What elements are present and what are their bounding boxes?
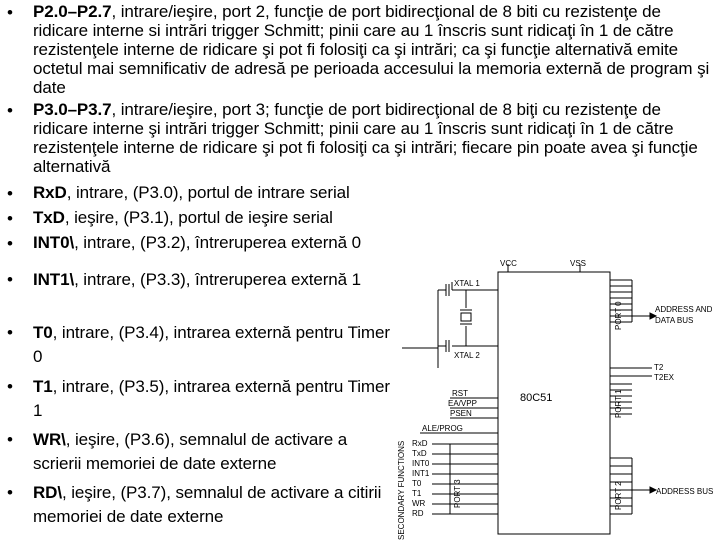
bullet-t0-desc: , intrare, (P3.4), intrarea externă pentru Timer 0 [33, 323, 390, 366]
p3-signal-rd: RD [412, 509, 424, 518]
bullet-int1-term: INT1\ [33, 270, 75, 289]
bullet-7-marker: • [7, 323, 13, 342]
bullet-txd-term: TxD [33, 208, 65, 227]
bullet-wr-term: WR\ [33, 430, 66, 449]
bullet-t1-desc: , intrare, (P3.5), intrarea externă pentru Timer 1 [33, 377, 390, 420]
port1-label: PORT 1 [614, 389, 623, 418]
t2ex-label: T2EX [654, 373, 675, 382]
bullet-rxd [33, 183, 713, 202]
psen-label: PSEN [450, 409, 472, 418]
bullet-6-marker: • [7, 270, 13, 289]
p3-signal-wr: WR [412, 499, 426, 508]
bullet-t0-term: T0 [33, 323, 53, 342]
bullet-t1-term: T1 [33, 377, 53, 396]
bullet-rxd-term: RxD [33, 183, 67, 202]
p3-signal-int1: INT1 [412, 469, 430, 478]
bullet-4-marker: • [7, 209, 13, 228]
pin-diagram [390, 258, 720, 540]
bullet-p2-desc: , intrare/ieşire, port 2, funcţie de port bidirecţional de 8 biti cu rezistenţe de ridicare interne si intrări trigger Schmitt; pinii care au 1 înscris sunt ridicaţi în 1 de către rezistenţele interne de ridicare şi pot fi folosiţi ca şi intrări; ca şi funcţie alternativă emite octetul mai semnificativ de adresă pe perioada accesului la memoria externă de program şi date [33, 2, 710, 97]
xtal2-label: XTAL 2 [454, 351, 480, 360]
address-data-label-2: DATA BUS [655, 316, 694, 325]
bullet-p3-desc: , intrare/ieşire, port 3; funcţie de port bidirecţional de 8 biţi cu rezistenţe de ridicare interne şi intrări trigger Schmitt; pinii care au 1 înscris sunt ridicaţi în 1 de către rezistenţele interne de ridicare şi pot fi folosiţi ca şi intrări; fiecare pin poate avea şi funcţie alternativă [33, 100, 698, 176]
bullet-int1-desc: , intrare, (P3.3), întreruperea externă 1 [74, 270, 361, 289]
bullet-p3-term: P3.0–P3.7 [33, 100, 112, 119]
bullet-9-marker: • [7, 430, 13, 449]
address-bus-label: ADDRESS BUS [656, 487, 714, 496]
bullet-wr-desc: , ieşire, (P3.6), semnalul de activare a scrierii memoriei de date externe [33, 430, 348, 473]
bullet-1-marker: • [7, 3, 13, 22]
vss-label: VSS [570, 259, 587, 268]
xtal1-label: XTAL 1 [454, 279, 480, 288]
bullet-p2 [33, 2, 713, 97]
bullet-5-marker: • [7, 234, 13, 253]
vcc-label: VCC [500, 259, 517, 268]
bullet-txd-desc: , ieşire, (P3.1), portul de ieşire serial [64, 208, 333, 227]
ale-prog-label: ALE/PROG [422, 424, 463, 433]
p3-signal-rxd: RxD [412, 439, 428, 448]
bullet-rd [33, 481, 393, 529]
port0-label: PORT 0 [614, 301, 623, 330]
bullet-int0 [33, 233, 713, 252]
p3-signal-int0: INT0 [412, 459, 430, 468]
chip-body [498, 272, 610, 534]
bullet-int0-desc: , intrare, (P3.2), întreruperea externă 0 [74, 233, 361, 252]
bullet-int1 [33, 268, 393, 292]
port3-label: PORT 3 [453, 479, 462, 508]
port3-pins [432, 444, 498, 514]
bullet-int0-term: INT0\ [33, 233, 75, 252]
p3-signal-t1: T1 [412, 489, 422, 498]
rst-label: RST [452, 389, 468, 398]
port2-label: PORT 2 [614, 481, 623, 510]
p3-signal-t0: T0 [412, 479, 422, 488]
t2-label: T2 [654, 363, 664, 372]
bullet-t0 [33, 321, 393, 369]
bullet-rd-desc: , ieşire, (P3.7), semnalul de activare a citirii memoriei de date externe [33, 483, 382, 526]
p3-signal-txd: TxD [412, 449, 427, 458]
secondary-functions-label: SECONDARY FUNCTIONS [397, 440, 406, 540]
bullet-8-marker: • [7, 377, 13, 396]
bullet-rd-term: RD\ [33, 483, 62, 502]
bullet-2-marker: • [7, 101, 13, 120]
bullet-3-marker: • [7, 184, 13, 203]
bullet-t1 [33, 375, 393, 423]
chip-label: 80C51 [520, 392, 553, 404]
bullet-10-marker: • [7, 483, 13, 502]
bullet-rxd-desc: , intrare, (P3.0), portul de intrare serial [66, 183, 350, 202]
bullet-txd [33, 208, 713, 227]
address-data-label-1: ADDRESS AND [655, 305, 713, 314]
bullet-p3 [33, 100, 713, 176]
ea-vpp-label: EA/VPP [448, 399, 477, 408]
bullet-p2-term: P2.0–P2.7 [33, 2, 112, 21]
bullet-wr [33, 428, 393, 476]
